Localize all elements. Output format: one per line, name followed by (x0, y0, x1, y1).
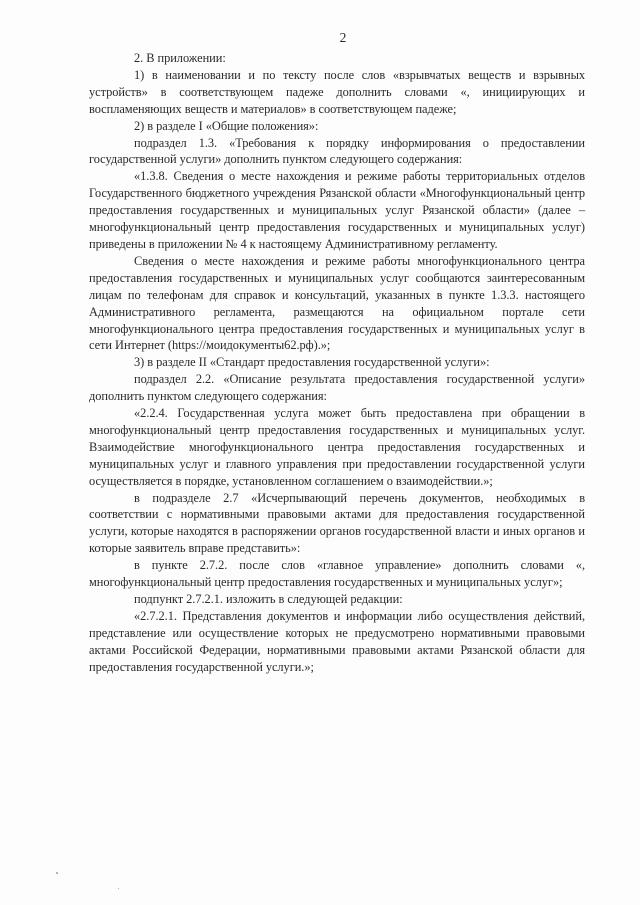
paragraph-8: подраздел 2.2. «Описание результата предоставления государственной услуги» дополнить пунктом следующего содержания: (89, 372, 585, 404)
paragraph-5: «1.3.8. Сведения о месте нахождения и режиме работы территориальных отделов Государственного бюджетного учреждения Рязанской области «Многофункциональный центр предоставления государственных и муниципальных услуг Рязанской области» (далее – многофункциональный центр предоставления государственных и муниципальных услуг) приведены в приложении № 4 к настоящему Административному регламенту. (89, 169, 585, 251)
paragraph-2: 1) в наименовании и по тексту после слов «взрывчатых веществ и взрывных устройств» в соответствующем падеже дополнить словами «, инициирующих и воспламеняющих веществ и материалов» в соответствующем падеже; (89, 67, 585, 116)
paragraph-13: «2.7.2.1. Представления документов и информации либо осуществления действий, представление или осуществление которых не предусмотрено нормативными правовыми актами Российской Федерации, нормативными правовыми актами Рязанской области для предоставления государственной услуги.»; (89, 608, 585, 674)
paragraph-9: «2.2.4. Государственная услуга может быть предоставлена при обращении в многофункциональный центр предоставления государственных и муниципальных услуг. Взаимодействие многофункционального центра предоставления государственных и муниципальных услуг и главного управления при предоставлении государственной услуги осуществляется в порядке, установленном соглашением о взаимодействии.»; (89, 406, 585, 488)
paragraph-4: подраздел 1.3. «Требования к порядку информирования о предоставлении государственной услуги» дополнить пунктом следующего содержания: (89, 135, 585, 167)
paragraph-3: 2) в разделе I «Общие положения»: (134, 118, 319, 133)
paragraph-7: 3) в разделе II «Стандарт предоставления государственной услуги»: (134, 355, 490, 370)
paragraph-10: в подразделе 2.7 «Исчерпывающий перечень документов, необходимых в соответствии с нормативными правовыми актами для предоставления государственной услуги, которые находятся в распоряжении органов государственной власти и иных органов и которые заявитель вправе представить»: (89, 490, 585, 556)
scan-speck (118, 888, 119, 889)
paragraph-1: 2. В приложении: (134, 51, 226, 65)
scan-speck (56, 872, 58, 874)
paragraph-6: Сведения о месте нахождения и режиме работы многофункционального центра предоставления государственных и муниципальных услуг сообщаются заинтересованным лицам по телефонам для справок и консультаций, указанных в пункте 1.3.3. настоящего Административного регламента, размещаются на официальном портале сети многофункционального центра предоставления государственных и муниципальных услуг в сети Интернет (https://моидокументы62.рф).»; (89, 253, 585, 353)
paragraph-12: подпункт 2.7.2.1. изложить в следующей редакции: (134, 592, 403, 606)
document-body (89, 50, 585, 676)
page-number: 2 (339, 30, 347, 45)
paragraph-11: в пункте 2.7.2. после слов «главное управление» дополнить словами «, многофункциональный центр предоставления государственных и муниципальных услуг»; (89, 558, 585, 590)
